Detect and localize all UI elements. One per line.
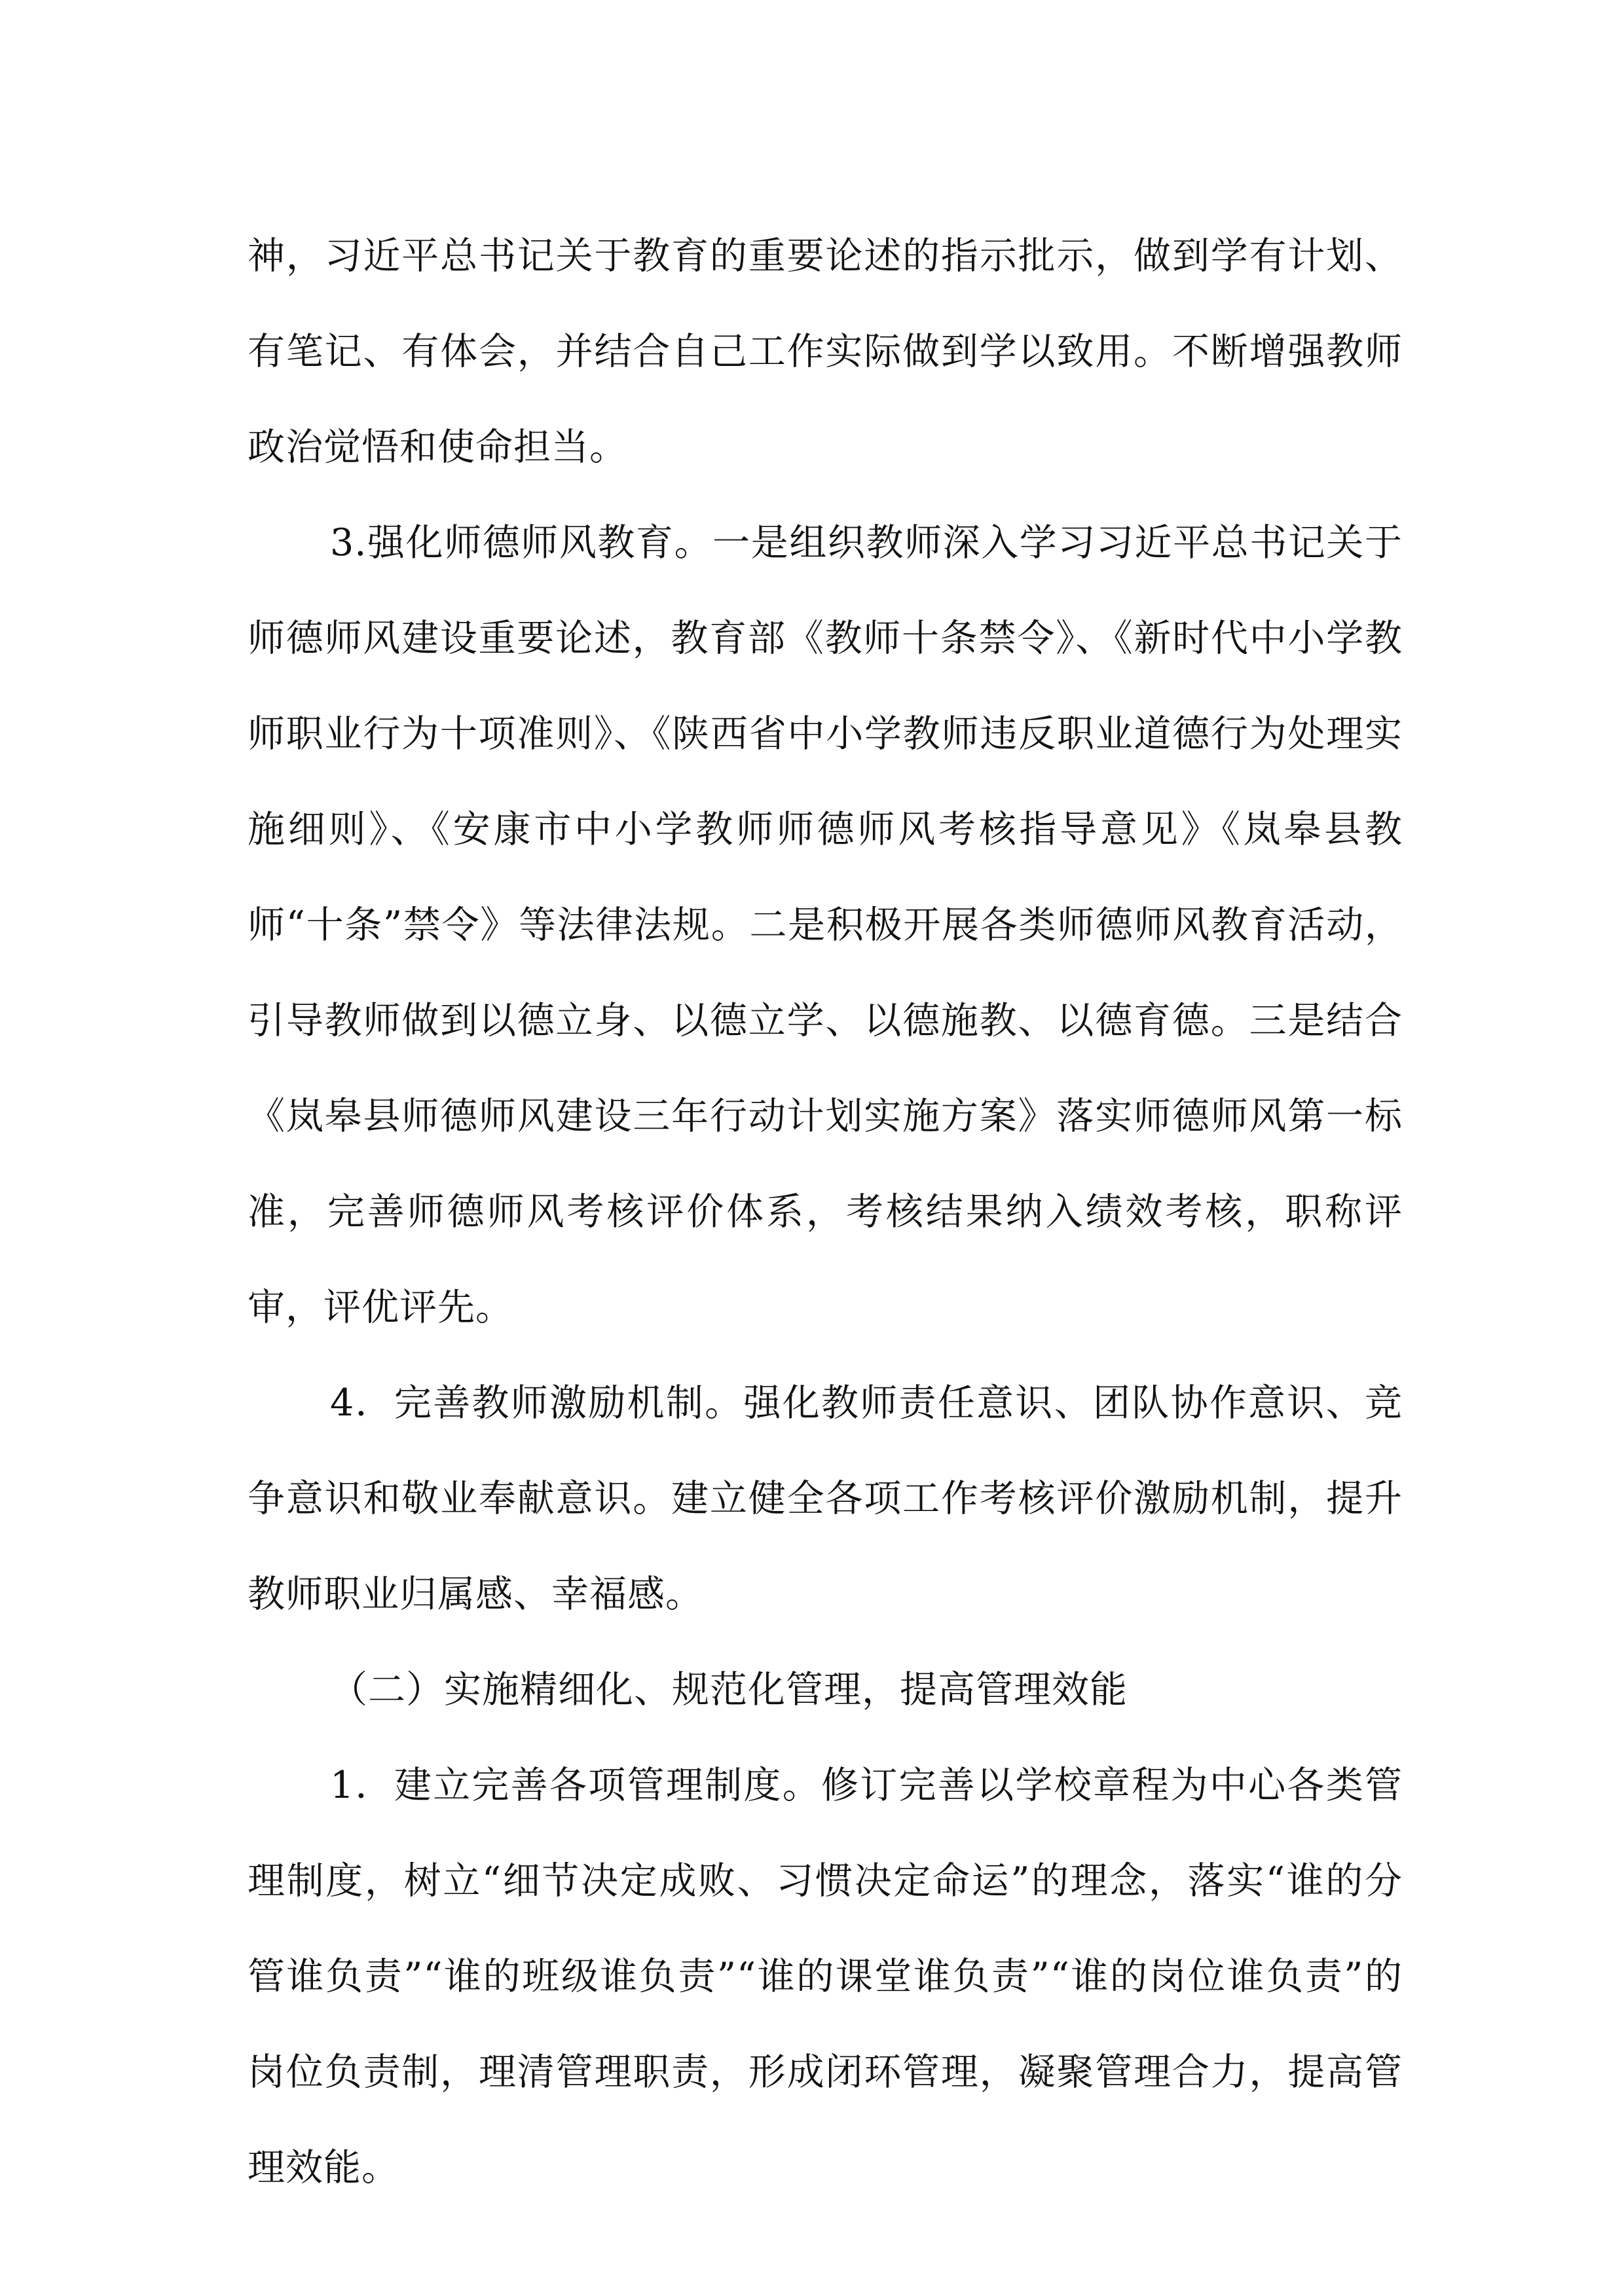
section-heading: （二）实施精细化、规范化管理，提高管理效能	[330, 1668, 1128, 1711]
paragraph-incentive-mechanism: 4．完善教师激励机制。强化教师责任意识、团队协作意识、竞争意识和敬业奉献意识。建立健全各项工作考核评价激励机制，提升教师职业归属感、幸福感。	[248, 1381, 1403, 1616]
document-body	[248, 208, 1403, 2215]
paragraph-management-system: 1．建立完善各项管理制度。修订完善以学校章程为中心各类管理制度，树立“细节决定成败、习惯决定命运”的理念，落实“谁的分管谁负责”“谁的班级谁负责”“谁的课堂谁负责”“谁的岗位谁负责”的岗位负责制，理清管理职责，形成闭环管理，凝聚管理合力，提高管理效能。	[248, 1764, 1403, 2189]
paragraph-teacher-ethics: 3.强化师德师风教育。一是组织教师深入学习习近平总书记关于师德师风建设重要论述，教育部《教师十条禁令》、《新时代中小学教师职业行为十项准则》、《陕西省中小学教师违反职业道德行为处理实施细则》、《安康市中小学教师师德师风考核指导意见》《岚皋县教师“十条”禁令》等法律法规。二是积极开展各类师德师风教育活动，引导教师做到以德立身、以德立学、以德施教、以德育德。三是结合《岚皋县师德师风建设三年行动计划实施方案》落实师德师风第一标准，完善师德师风考核评价体系，考核结果纳入绩效考核，职称评审，评优评先。	[248, 521, 1403, 1329]
paragraph-continuation: 神，习近平总书记关于教育的重要论述的指示批示，做到学有计划、有笔记、有体会，并结合自己工作实际做到学以致用。不断增强教师政治觉悟和使命担当。	[248, 234, 1403, 469]
